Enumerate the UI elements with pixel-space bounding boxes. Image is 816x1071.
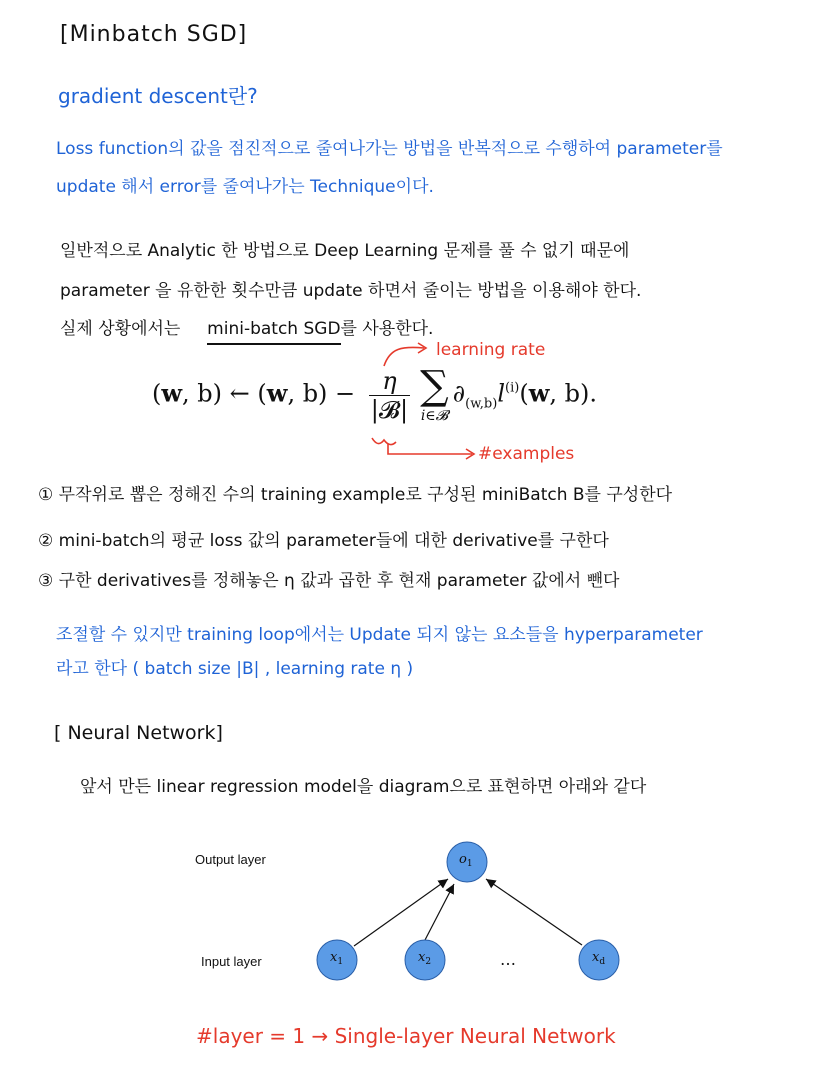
formula-loss-sup: (i): [505, 380, 520, 396]
mini-batch-sgd-term: mini-batch SGD: [207, 319, 340, 345]
input-node-2-letter: x: [418, 950, 426, 965]
formula-sigma: ∑: [420, 363, 449, 409]
layer-count-note: #layer = 1 → Single-layer Neural Network: [196, 1024, 616, 1048]
section-title-neural-network: [ Neural Network]: [54, 722, 223, 744]
input-ellipsis: …: [500, 950, 516, 969]
step-1: [38, 480, 672, 505]
formula-tail-paren: (: [519, 379, 529, 408]
step-3-number: ③: [38, 571, 54, 591]
formula-batch-size: |𝓑|: [370, 395, 409, 424]
input-node-d-letter: x: [592, 950, 600, 965]
input-node-1-letter: x: [330, 950, 338, 965]
input-node-2-subscript: 2: [425, 957, 432, 967]
step-2: [38, 526, 609, 551]
formula-sum-index: i∈𝓑: [420, 408, 449, 424]
neural-network-intro: 앞서 만든 linear regression model을 diagram으로 표현하면 아래와 같다: [80, 777, 647, 797]
formula-w-2: w: [266, 378, 288, 408]
input-node-1-label: [330, 950, 343, 967]
step-2-text: mini-batch의 평균 loss 값의 parameter들에 대한 derivative를 구한다: [58, 531, 609, 551]
input-layer-label: Input layer: [201, 954, 262, 969]
paragraph-line-3-suffix: 를 사용한다.: [340, 319, 434, 339]
formula-partial-sub: (w,b): [465, 396, 498, 412]
step-3-text: 구한 derivatives를 정해놓은 η 값과 곱한 후 현재 parameter 값에서 뺀다: [58, 571, 620, 591]
output-node-subscript: 1: [466, 859, 473, 869]
sgd-update-formula: [152, 363, 597, 424]
step-1-text: 무작위로 뽑은 정해진 수의 training example로 구성된 miniBatch B를 구성한다: [58, 485, 673, 505]
examples-annotation: #examples: [478, 444, 575, 464]
formula-loss: l: [497, 379, 505, 408]
formula-tail: , b).: [549, 379, 597, 408]
paragraph-line-2: parameter 을 유한한 횟수만큼 update 하면서 줄이는 방법을 이용해야 한다.: [60, 281, 642, 301]
output-node-label: [459, 852, 473, 869]
section-title-minibatch-sgd: [Minbatch SGD]: [60, 22, 248, 47]
formula-lhs: , b) ← (: [182, 379, 267, 408]
edge-x1-o1: [354, 879, 448, 946]
input-node-d-subscript: d: [599, 957, 606, 967]
gd-definition-line-2: update 해서 error를 줄여나가는 Technique이다.: [56, 177, 434, 197]
edge-xd-o1: [486, 879, 582, 945]
formula-paren: (: [152, 379, 162, 408]
step-1-number: ①: [38, 485, 54, 505]
paragraph-line-1: 일반적으로 Analytic 한 방법으로 Deep Learning 문제를 풀 수 없기 때문에: [60, 241, 630, 261]
hyperparameter-line-2: 라고 한다 ( batch size |B| , learning rate η ): [56, 659, 414, 679]
output-layer-label: Output layer: [195, 852, 266, 867]
input-node-d-label: [592, 950, 605, 967]
gd-definition-line-1: Loss function의 값을 점진적으로 줄여나가는 방법을 반복적으로 수행하여 parameter를: [56, 139, 723, 159]
paragraph-line-3-prefix: 실제 상황에서는: [60, 319, 181, 339]
output-node-letter: o: [459, 852, 467, 867]
hyperparameter-line-1: 조절할 수 있지만 training loop에서는 Update 되지 않는 요소들을 hyperparameter: [56, 625, 703, 645]
formula-w: w: [161, 378, 183, 408]
formula-eta: η: [382, 366, 397, 395]
formula-sum: [420, 363, 449, 424]
step-3: [38, 566, 619, 591]
formula-rhs: , b) −: [287, 379, 363, 408]
examples-arrow-icon: [368, 434, 478, 460]
formula-w-3: w: [528, 378, 550, 408]
input-node-2-label: [418, 950, 431, 967]
paragraph-line-3: [60, 314, 433, 339]
step-2-number: ②: [38, 531, 54, 551]
formula-fraction: [369, 367, 410, 424]
gradient-descent-question: gradient descent란?: [58, 84, 258, 108]
formula-partial: ∂: [452, 379, 466, 408]
learning-rate-annotation: learning rate: [436, 340, 546, 360]
input-node-1-subscript: 1: [337, 957, 344, 967]
